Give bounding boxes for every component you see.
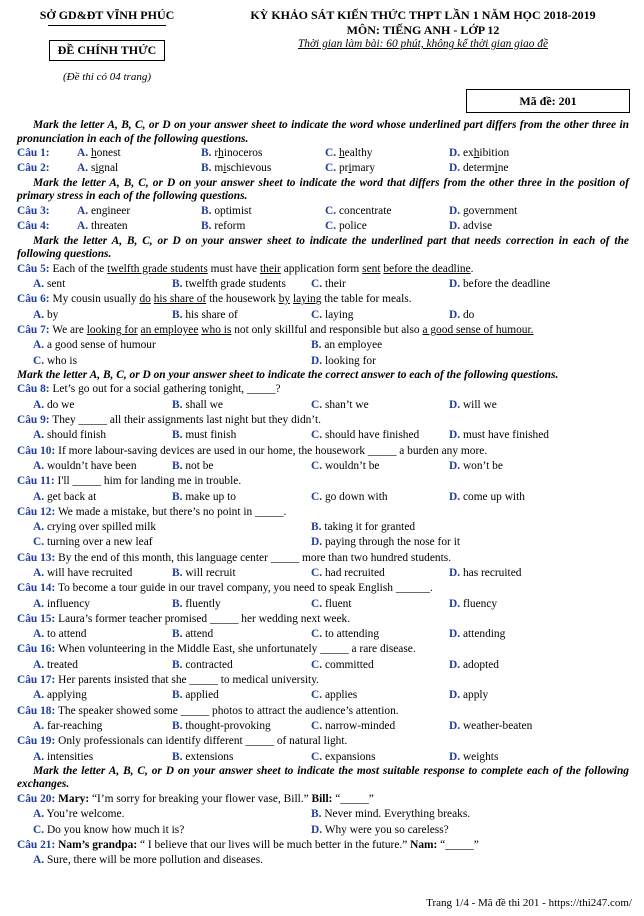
exam-code: Mã đề: 201 [466, 89, 630, 113]
question-9-stem: Câu 9: They _____ all their assignments last night but they didn’t. [17, 414, 321, 427]
option-b[interactable]: B. taking it for granted [311, 521, 416, 534]
option-d[interactable]: D. do [449, 308, 475, 321]
question-10-stem: Câu 10: If more labour-saving devices are used in our home, the housework _____ a burden any more. [17, 444, 488, 457]
option-b[interactable]: B. extensions [172, 750, 234, 763]
option-c[interactable]: C. go down with [311, 490, 388, 503]
option-d[interactable]: D. government [449, 204, 518, 217]
option-a[interactable]: A. wouldn’t have been [33, 459, 137, 472]
page-count: (Đề thi có 04 trang) [63, 71, 151, 83]
option-a[interactable]: A. signal [77, 162, 119, 175]
option-d[interactable]: D. before the deadline [449, 278, 551, 291]
question-11-stem: Câu 11: I'll _____ him for landing me in trouble. [17, 475, 242, 488]
option-b[interactable]: B. not be [172, 459, 214, 472]
department: SỞ GD&ĐT VĨNH PHÚC [39, 8, 175, 22]
question-9-options [17, 428, 629, 443]
question-3 [17, 204, 629, 219]
question-8-stem: Câu 8: Let’s go out for a social gathering tonight, _____? [17, 383, 281, 396]
option-d[interactable]: D. determine [449, 162, 509, 175]
option-a[interactable]: A. get back at [33, 490, 97, 503]
instruction-stress: Mark the letter A, B, C, or D on your answer sheet to indicate the word that differs from the other three in the position of primary stress in each of the following questions. [17, 176, 629, 203]
option-b[interactable]: B. his share of [172, 308, 238, 321]
option-a[interactable]: A. a good sense of humour [33, 339, 156, 352]
option-b[interactable]: B. mischievous [201, 162, 272, 175]
option-c[interactable]: C. narrow-minded [311, 719, 396, 732]
option-b[interactable]: B. applied [172, 689, 219, 702]
option-d[interactable]: D. won’t be [449, 459, 503, 472]
option-a[interactable]: A. engineer [77, 204, 131, 217]
exam-time: Thời gian làm bài: 60 phút, không kể thời gian giao đề [297, 38, 549, 50]
option-b[interactable]: B. thought-provoking [172, 719, 271, 732]
question-6-stem: Câu 6: My cousin usually do his share of the housework by laying the table for meals. [17, 293, 412, 306]
option-a[interactable]: A. do we [33, 398, 75, 411]
question-7-stem: Câu 7: We are looking for an employee who is not only skillful and responsible but also a good sense of humour. [17, 323, 534, 336]
question-7-options-cd [17, 354, 629, 369]
option-d[interactable]: D. Why were you so careless? [311, 823, 449, 836]
option-c[interactable]: C. police [325, 220, 367, 233]
option-d[interactable]: D. must have finished [449, 429, 549, 442]
option-c[interactable]: C. concentrate [325, 204, 392, 217]
question-19-options [17, 750, 629, 765]
question-label: Câu 3: [17, 204, 50, 217]
question-12-stem: Câu 12: We made a mistake, but there’s no point in _____. [17, 505, 287, 518]
exam-subject: MÔN: TIẾNG ANH - LỚP 12 [346, 23, 500, 37]
option-d[interactable]: D. advise [449, 220, 493, 233]
question-5-options [17, 277, 629, 292]
option-a[interactable]: A. to attend [33, 628, 87, 641]
option-a[interactable]: A. applying [33, 689, 87, 702]
question-20-stem: Câu 20: Mary: “I’m sorry for breaking your flower vase, Bill.” Bill: “_____” [17, 793, 374, 806]
option-d[interactable]: D. will we [449, 398, 497, 411]
question-17-options [17, 688, 629, 703]
instruction-pronunciation: Mark the letter A, B, C, or D on your answer sheet to indicate the word whose underlined part differs from the other three in pronunciation in each of the following questions. [17, 119, 629, 145]
option-c[interactable]: C. primary [325, 162, 376, 175]
question-11-options [17, 490, 629, 505]
option-d[interactable]: D. apply [449, 689, 489, 702]
option-d[interactable]: D. paying through the nose for it [311, 536, 461, 549]
option-b[interactable]: B. Never mind. Everything breaks. [311, 808, 471, 821]
option-a[interactable]: A. Sure, there will be more pollution and diseases. [33, 854, 263, 867]
option-d[interactable]: D. weights [449, 750, 499, 763]
option-a[interactable]: A. crying over spilled milk [33, 521, 157, 534]
option-b[interactable]: B. fluently [172, 597, 221, 610]
question-8-options [17, 398, 629, 413]
official-badge: ĐỀ CHÍNH THỨC [49, 40, 166, 61]
option-a[interactable]: A. honest [77, 147, 121, 160]
option-d[interactable]: D. fluency [449, 597, 498, 610]
question-7-options-ab [17, 338, 629, 353]
question-14-stem: Câu 14: To become a tour guide in our travel company, you need to speak English ______. [17, 582, 433, 595]
header-right [214, 8, 632, 50]
option-b[interactable]: B. shall we [172, 398, 223, 411]
question-label: Câu 4: [17, 220, 50, 233]
instruction-response: Mark the letter A, B, C, or D on your answer sheet to indicate the most suitable response to complete each of the following exchanges. [17, 764, 629, 791]
question-14-options [17, 597, 629, 612]
option-a[interactable]: A. threaten [77, 220, 128, 233]
question-6-options [17, 308, 629, 323]
option-b[interactable]: B. rhinoceros [201, 147, 263, 160]
option-a[interactable]: A. treated [33, 658, 78, 671]
question-17-stem: Câu 17: Her parents insisted that she _____ to medical university. [17, 674, 320, 687]
option-a[interactable]: A. intensities [33, 750, 94, 763]
question-16-options [17, 658, 629, 673]
option-d[interactable]: D. weather-beaten [449, 719, 533, 732]
option-d[interactable]: D. attending [449, 628, 506, 641]
question-20-options-cd [17, 823, 629, 838]
option-c[interactable]: C. to attending [311, 628, 380, 641]
exam-title: KỲ KHẢO SÁT KIẾN THỨC THPT LẦN 1 NĂM HỌC 2018-2019 [250, 8, 596, 22]
question-10-options [17, 459, 629, 474]
option-c[interactable]: C. should have finished [311, 429, 420, 442]
question-label: Câu 1: [17, 147, 50, 160]
instruction-correction: Mark the letter A, B, C, or D on your answer sheet to indicate the underlined part that needs correction in each of the following questions. [17, 234, 629, 261]
option-b[interactable]: B. must finish [172, 429, 237, 442]
question-18-stem: Câu 18: The speaker showed some _____ photos to attract the audience’s attention. [17, 704, 399, 717]
instruction-answer: Mark the letter A, B, C, or D on your answer sheet to indicate the correct answer to each of the following questions. [17, 368, 559, 381]
option-b[interactable]: B. make up to [172, 490, 236, 503]
option-c[interactable]: C. shan’t we [311, 398, 369, 411]
option-d[interactable]: D. has recruited [449, 566, 522, 579]
option-c[interactable]: C. committed [311, 658, 374, 671]
option-c[interactable]: C. fluent [311, 597, 352, 610]
question-21-stem: Câu 21: Nam’s grandpa: “ I believe that our lives will be much better in the future.” Nam: “_____” [17, 838, 479, 851]
option-b[interactable]: B. attend [172, 628, 214, 641]
option-a[interactable]: A. influency [33, 597, 90, 610]
department-underline [48, 25, 166, 26]
question-12-options-ab [17, 520, 629, 535]
option-c[interactable]: C. healthy [325, 147, 373, 160]
question-15-options [17, 627, 629, 642]
question-4 [17, 219, 629, 234]
question-19-stem: Câu 19: Only professionals can identify different _____ of natural light. [17, 735, 348, 748]
question-16-stem: Câu 16: When volunteering in the Middle East, she unfortunately _____ a rare disease. [17, 643, 416, 656]
option-c[interactable]: C. who is [33, 354, 77, 367]
option-d[interactable]: D. adopted [449, 658, 499, 671]
option-a[interactable]: A. far-reaching [33, 719, 103, 732]
option-d[interactable]: D. looking for [311, 354, 376, 367]
option-b[interactable]: B. reform [201, 220, 246, 233]
option-a[interactable]: A. You’re welcome. [33, 808, 125, 821]
question-label: Câu 2: [17, 162, 50, 175]
option-b[interactable]: B. will recruit [172, 566, 236, 579]
header-left [12, 8, 202, 83]
question-5-stem: Câu 5: Each of the twelfth grade students must have their application form sent before the deadline. [17, 262, 474, 275]
question-15-stem: Câu 15: Laura’s former teacher promised _____ her wedding next week. [17, 612, 351, 625]
question-12-options-cd [17, 535, 629, 550]
question-18-options [17, 719, 629, 734]
option-b[interactable]: B. twelfth grade students [172, 278, 286, 291]
option-c[interactable]: C. turning over a new leaf [33, 536, 153, 549]
question-21-options-a [17, 853, 629, 868]
question-20-options-ab [17, 807, 629, 822]
option-c[interactable]: C. Do you know how much it is? [33, 823, 185, 836]
option-d[interactable]: D. exhibition [449, 147, 510, 160]
option-d[interactable]: D. come up with [449, 490, 525, 503]
option-b[interactable]: B. contracted [172, 658, 233, 671]
question-13-options [17, 566, 629, 581]
option-b[interactable]: B. optimist [201, 204, 252, 217]
option-c[interactable]: C. their [311, 278, 346, 291]
option-c[interactable]: C. expansions [311, 750, 376, 763]
option-a[interactable]: A. will have recruited [33, 566, 133, 579]
exam-content [17, 119, 629, 869]
question-1 [17, 146, 629, 161]
option-b[interactable]: B. an employee [311, 339, 383, 352]
option-a[interactable]: A. by [33, 308, 59, 321]
option-a[interactable]: A. should finish [33, 429, 107, 442]
option-a[interactable]: A. sent [33, 278, 66, 291]
option-c[interactable]: C. laying [311, 308, 354, 321]
option-c[interactable]: C. had recruited [311, 566, 385, 579]
page-footer: Trang 1/4 - Mã đề thi 201 - https://thi247.com/ [426, 897, 632, 909]
option-c[interactable]: C. wouldn’t be [311, 459, 380, 472]
question-2 [17, 161, 629, 176]
question-13-stem: Câu 13: By the end of this month, this language center _____ more than two hundred students. [17, 551, 452, 564]
option-c[interactable]: C. applies [311, 689, 358, 702]
